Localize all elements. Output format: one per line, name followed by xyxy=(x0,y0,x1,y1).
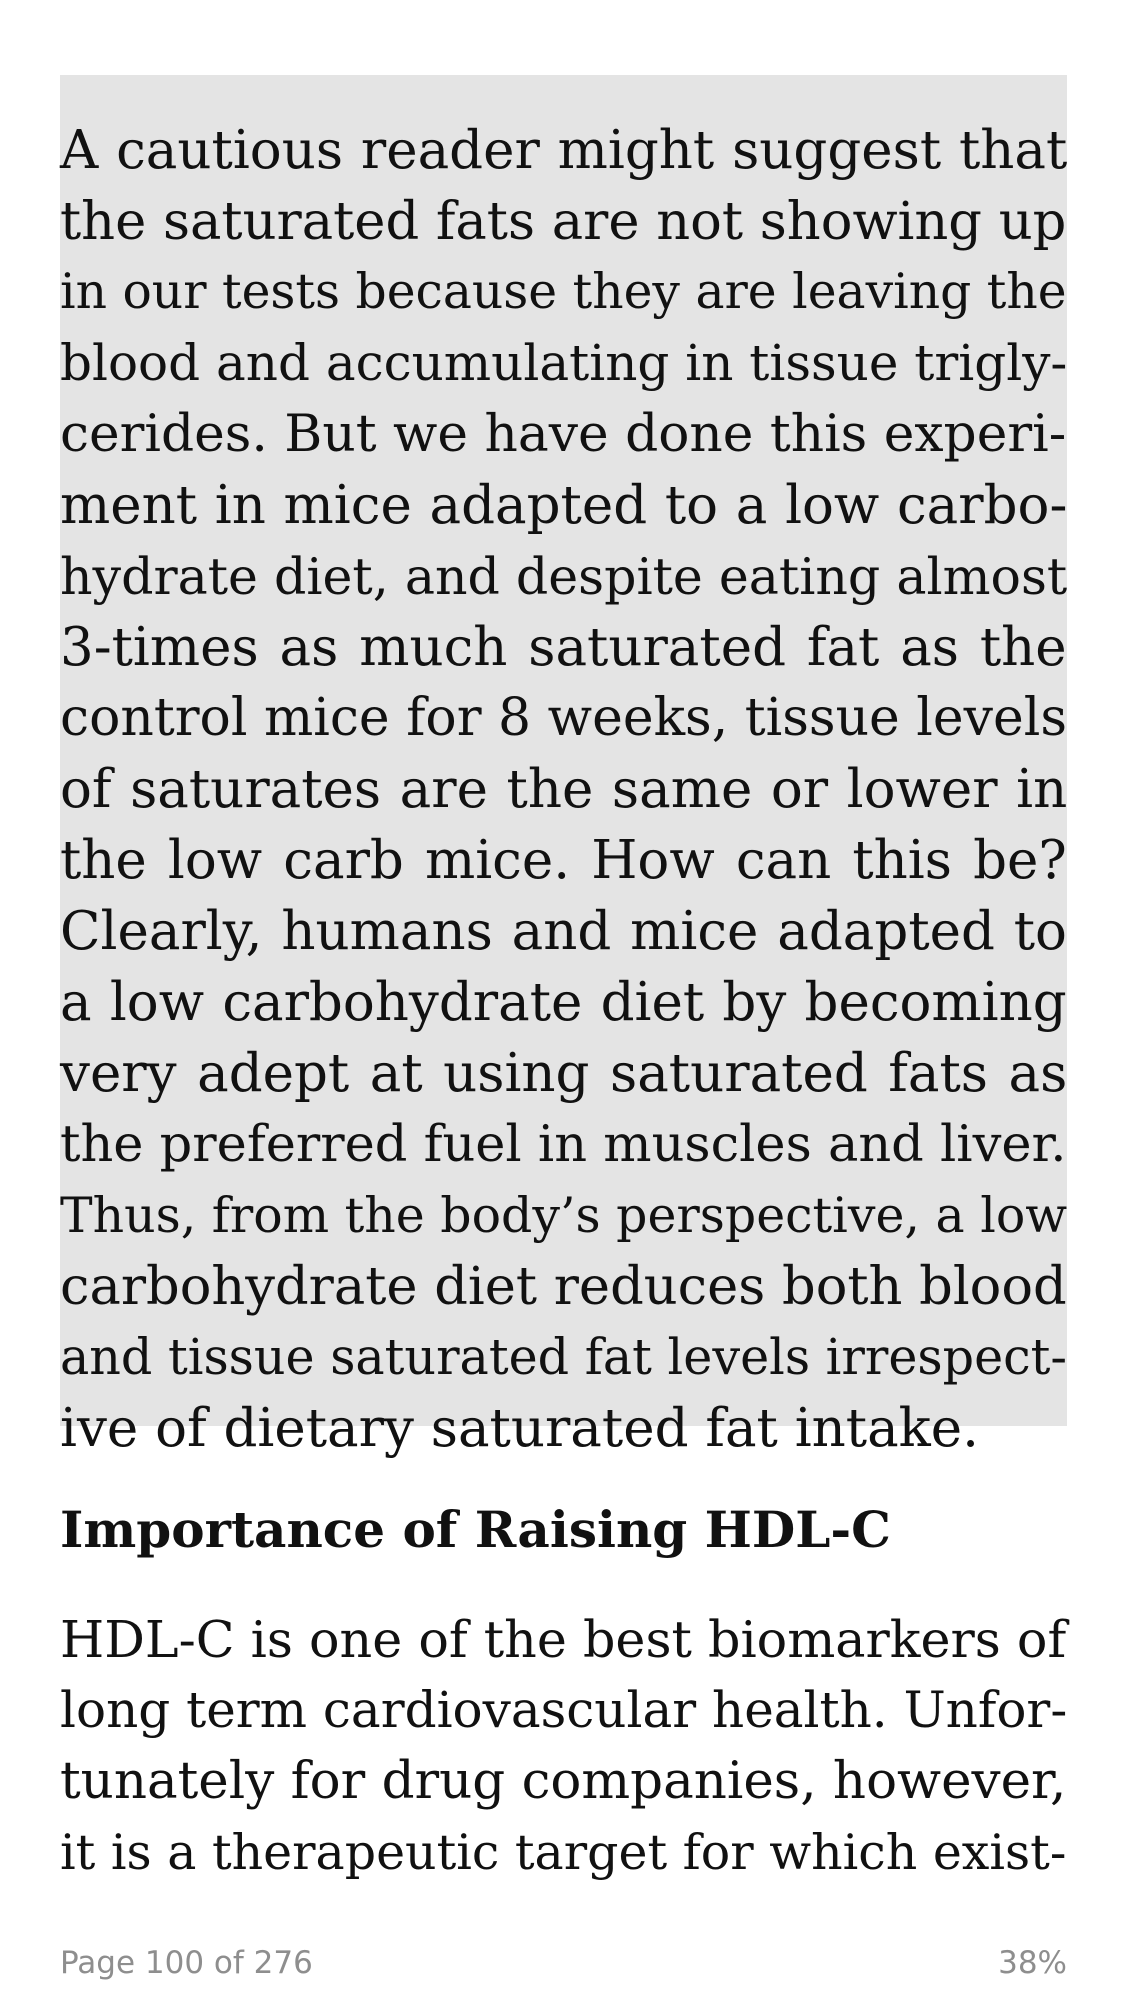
highlighted-passage[interactable] xyxy=(60,75,1068,1459)
passage-line: very adept at using saturated fats as xyxy=(60,1043,1068,1104)
section-body[interactable] xyxy=(60,1604,1067,1888)
passage-line: cerides. But we have done this experi- xyxy=(60,404,1067,464)
passage-line: Clearly, humans and mice adapted to xyxy=(60,901,1067,962)
body-line: tunately for drug companies, however, xyxy=(60,1751,1067,1811)
passage-line: control mice for 8 weeks, tissue levels xyxy=(60,688,1068,748)
reader-footer xyxy=(60,1945,1067,1985)
passage-line: 3-times as much saturated fat as the xyxy=(60,617,1067,678)
body-line: long term cardiovascular health. Unfor- xyxy=(60,1681,1068,1739)
passage-line: carbohydrate diet reduces both blood xyxy=(60,1256,1067,1317)
section-heading: Importance of Raising HDL-C xyxy=(60,1500,891,1559)
passage-line: A cautious reader might suggest that xyxy=(60,120,1068,181)
passage-line: a low carbohydrate diet by becoming xyxy=(60,972,1067,1033)
passage-line: blood and accumulating in tissue trigly- xyxy=(60,334,1068,392)
reader-page[interactable] xyxy=(60,75,1067,1888)
body-line: it is a therapeutic target for which exist- xyxy=(60,1824,1067,1881)
passage-line: Thus, from the body’s perspective, a low xyxy=(60,1187,1068,1244)
body-line: HDL-C is one of the best biomarkers of xyxy=(60,1610,1067,1669)
passage-line: ive of dietary saturated fat intake. xyxy=(60,1398,980,1459)
passage-line: the saturated fats are not showing up xyxy=(60,191,1067,252)
passage-line: ment in mice adapted to a low carbo- xyxy=(60,475,1068,536)
progress-percent: 38% xyxy=(998,1945,1067,1981)
passage-line: hydrate diet, and despite eating almost xyxy=(60,547,1068,606)
passage-line: of saturates are the same or lower in xyxy=(60,759,1068,820)
passage-line: the preferred fuel in muscles and liver. xyxy=(60,1115,1067,1174)
passage-line: in our tests because they are leaving the xyxy=(60,264,1067,320)
passage-line: the low carb mice. How can this be? xyxy=(60,830,1067,891)
passage-line: and tissue saturated fat levels irrespect- xyxy=(60,1328,1068,1386)
page-indicator: Page 100 of 276 xyxy=(60,1945,313,1981)
